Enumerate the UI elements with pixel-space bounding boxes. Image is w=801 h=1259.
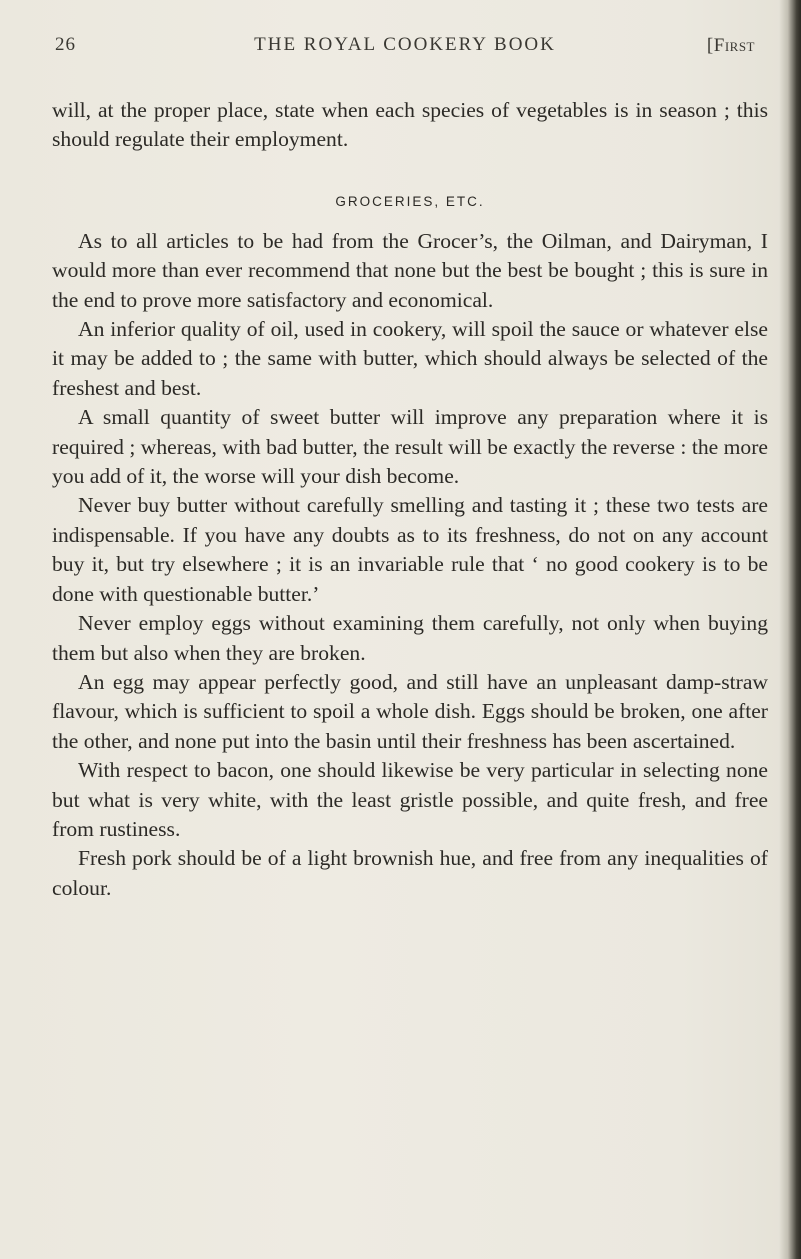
paragraph: As to all articles to be had from the Grocer’s, the Oilman, and Dairyman, I would more than ever recommend that none but the best be bought ; this is sure in the end to prove more satisfactory and economical. bbox=[52, 228, 768, 312]
paragraph: With respect to bacon, one should likewise be very particular in selecting none but what is very white, with the least gristle possible, and quite fresh, and free from rustiness. bbox=[52, 758, 768, 841]
paragraph: Fresh pork should be of a light brownish hue, and free from any inequalities of colour. bbox=[52, 846, 768, 900]
running-section-marker: [First bbox=[706, 35, 755, 56]
page-edge-shadow bbox=[779, 0, 801, 1259]
paragraph: A small quantity of sweet butter will improve any preparation where it is required ; whereas, with bad butter, the result will be exactly the reverse : the more you add of it, the worse will your dish become. bbox=[52, 405, 768, 489]
page-body bbox=[52, 96, 768, 903]
paragraph: An egg may appear perfectly good, and still have an unpleasant damp-straw flavour, which is sufficient to spoil a whole dish. Eggs should be broken, one after the other, and none put into the basin until their freshness has been ascertained. bbox=[52, 669, 768, 753]
paragraph: Never employ eggs without examining them carefully, not only when buying them but also when they are broken. bbox=[52, 611, 768, 665]
opening-paragraph: will, at the proper place, state when each species of vegetables is in season ; this should regulate their employment. bbox=[52, 98, 768, 152]
page-number: 26 bbox=[55, 34, 76, 55]
running-header bbox=[55, 34, 755, 64]
section-heading: GROCERIES, ETC. bbox=[335, 193, 485, 209]
running-title: THE ROYAL COOKERY BOOK bbox=[254, 34, 556, 55]
paragraph: Never buy butter without carefully smelling and tasting it ; these two tests are indispensable. If you have any doubts as to its freshness, do not on any account buy it, but try elsewhere ; it is an invariable rule that ‘ no good cookery is to be done with questionable butter.’ bbox=[52, 493, 768, 606]
paragraph: An inferior quality of oil, used in cookery, will spoil the sauce or whatever else it may be added to ; the same with butter, which should always be selected of the freshest and best. bbox=[52, 317, 768, 400]
